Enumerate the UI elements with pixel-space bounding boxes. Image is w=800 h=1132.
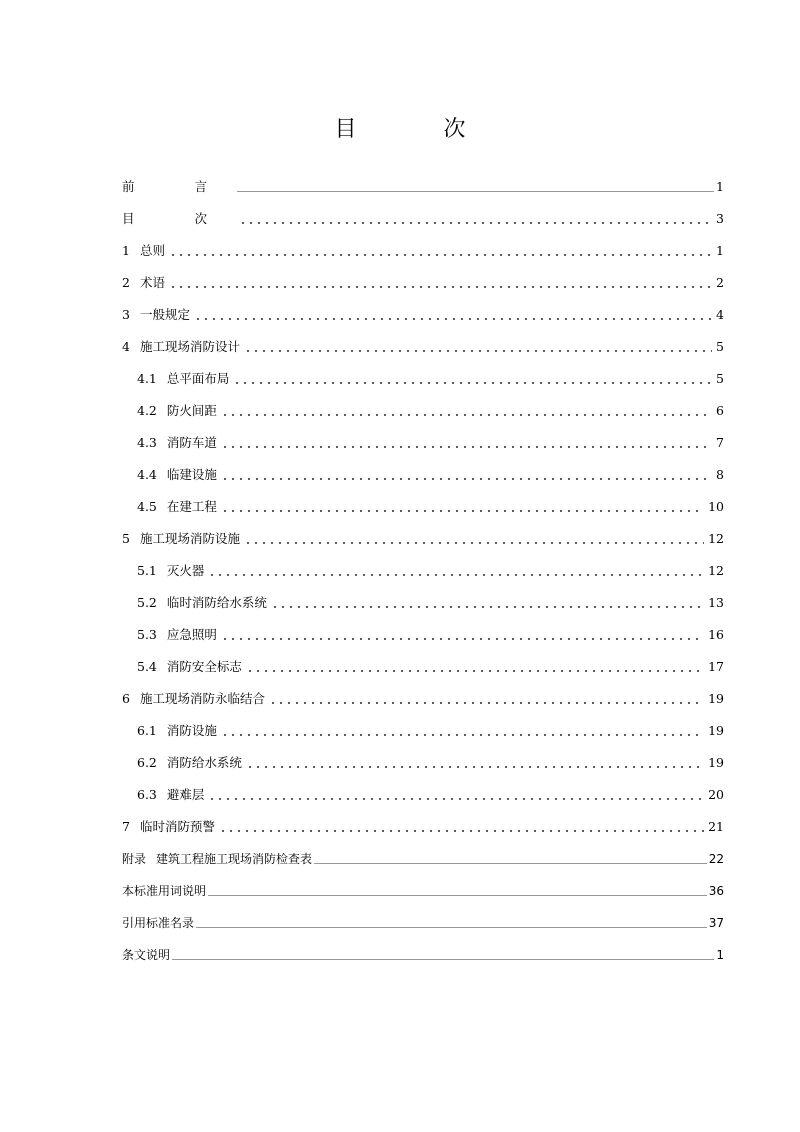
dot-leader [221,446,712,448]
toc-page-number: 19 [708,755,724,770]
toc-label: 消防给水系统 [166,755,242,770]
toc-entry-section-6-3[interactable] [122,773,724,805]
toc-label: 在建工程 [166,499,217,514]
toc-entry-cited-standards[interactable] [122,901,724,933]
toc-entry-section-5-4[interactable] [122,645,724,677]
toc-page-number: 1 [716,948,724,962]
toc-label: 灭火器 [166,563,205,578]
toc-entry-section-4-1[interactable] [122,357,724,389]
dot-leader [244,350,712,352]
toc-label: 目 次 [122,211,235,226]
dot-leader [221,478,712,480]
toc-section-number: 5.2 [137,595,157,610]
toc-page-number: 4 [716,307,724,322]
toc-section-number: 6 [122,691,130,706]
toc-entry-chapter-5[interactable] [122,517,724,549]
dot-leader [208,574,704,576]
toc-page-number: 2 [716,275,724,290]
toc-section-number: 附录 [122,852,147,866]
toc-section-number: 5.4 [137,659,157,674]
toc-label: 消防安全标志 [166,659,242,674]
toc-page-number: 22 [708,852,724,866]
dot-leader [271,606,704,608]
toc-label: 引用标准名录 [122,916,195,930]
toc-page-number: 37 [708,916,724,930]
toc-label: 临时消防预警 [139,819,215,834]
toc-section-number: 7 [122,819,130,834]
toc-section-number: 4 [122,339,130,354]
toc-page-number: 21 [708,819,724,834]
toc-entry-section-5-3[interactable] [122,613,724,645]
toc-label: 临建设施 [166,467,217,482]
toc-entry-wording-notes[interactable] [122,869,724,901]
table-of-contents [122,165,724,965]
toc-page-number: 36 [708,884,724,898]
toc-entry-chapter-1[interactable] [122,229,724,261]
toc-page-number: 6 [716,403,724,418]
toc-label: 施工现场消防设计 [139,339,240,354]
toc-section-number: 4.4 [137,467,157,482]
toc-entry-chapter-2[interactable] [122,261,724,293]
dot-leader [314,863,707,864]
toc-page-number: 19 [708,723,724,738]
toc-label: 消防车道 [166,435,217,450]
toc-label: 一般规定 [139,307,190,322]
toc-label: 本标准用词说明 [122,884,207,898]
toc-entry-preface[interactable] [122,165,724,197]
toc-label: 应急照明 [166,627,217,642]
dot-leader [221,638,704,640]
toc-entry-explanation[interactable] [122,933,724,965]
toc-section-number: 3 [122,307,130,322]
toc-page-number: 7 [716,435,724,450]
toc-label: 建筑工程施工现场消防检查表 [156,852,313,866]
dot-leader [246,766,704,768]
dot-leader [219,830,704,832]
toc-section-number: 5 [122,531,130,546]
toc-label: 术语 [139,275,165,290]
toc-page-number: 13 [708,595,724,610]
toc-section-number: 6.3 [137,787,157,802]
toc-section-number: 4.3 [137,435,157,450]
toc-entry-appendix[interactable] [122,837,724,869]
toc-entry-section-5-1[interactable] [122,549,724,581]
toc-label: 防火间距 [166,403,217,418]
dot-leader [169,254,712,256]
toc-label: 临时消防给水系统 [166,595,267,610]
toc-entry-section-5-2[interactable] [122,581,724,613]
toc-section-number: 5.3 [137,627,157,642]
toc-entry-section-4-2[interactable] [122,389,724,421]
dot-leader [169,286,712,288]
toc-entry-chapter-7[interactable] [122,805,724,837]
dot-leader [208,895,707,896]
toc-page-number: 16 [708,627,724,642]
dot-leader [208,798,704,800]
toc-entry-chapter-3[interactable] [122,293,724,325]
toc-page-number: 10 [708,499,724,514]
toc-entry-contents[interactable] [122,197,724,229]
toc-label: 条文说明 [122,948,171,962]
toc-label: 施工现场消防设施 [139,531,240,546]
toc-page-number: 1 [716,243,724,258]
dot-leader [172,959,714,960]
toc-section-number: 6.1 [137,723,157,738]
page-title: 目 次 [334,117,506,142]
dot-leader [221,734,704,736]
toc-label: 施工现场消防永临结合 [139,691,265,706]
toc-page-number: 19 [708,691,724,706]
toc-page-number: 17 [708,659,724,674]
toc-section-number: 6.2 [137,755,157,770]
toc-entry-section-6-1[interactable] [122,709,724,741]
toc-section-number: 2 [122,275,130,290]
toc-label: 消防设施 [166,723,217,738]
toc-label: 总则 [139,243,165,258]
toc-page-number: 8 [716,467,724,482]
toc-label: 前 言 [122,179,235,194]
toc-section-number: 4.5 [137,499,157,514]
toc-section-number: 5.1 [137,563,157,578]
dot-leader [194,318,712,320]
dot-leader [237,191,714,192]
toc-page-number: 3 [716,211,724,226]
toc-entry-section-4-3[interactable] [122,421,724,453]
toc-section-number: 4.1 [137,371,157,386]
toc-page-number: 5 [716,339,724,354]
toc-label: 总平面布局 [166,371,230,386]
toc-section-number: 1 [122,243,130,258]
toc-page-number: 5 [716,371,724,386]
dot-leader [239,222,712,224]
dot-leader [269,702,704,704]
toc-entry-section-6-2[interactable] [122,741,724,773]
toc-section-number: 4.2 [137,403,157,418]
dot-leader [221,414,712,416]
dot-leader [244,542,704,544]
toc-page-number: 20 [708,787,724,802]
dot-leader [221,510,704,512]
dot-leader [233,382,712,384]
toc-page-number: 12 [708,531,724,546]
toc-entry-section-4-5[interactable] [122,485,724,517]
toc-entry-chapter-4[interactable] [122,325,724,357]
toc-page-number: 12 [708,563,724,578]
toc-entry-chapter-6[interactable] [122,677,724,709]
dot-leader [246,670,704,672]
toc-entry-section-4-4[interactable] [122,453,724,485]
toc-page-number: 1 [716,179,724,194]
toc-label: 避难层 [166,787,205,802]
dot-leader [196,927,707,928]
